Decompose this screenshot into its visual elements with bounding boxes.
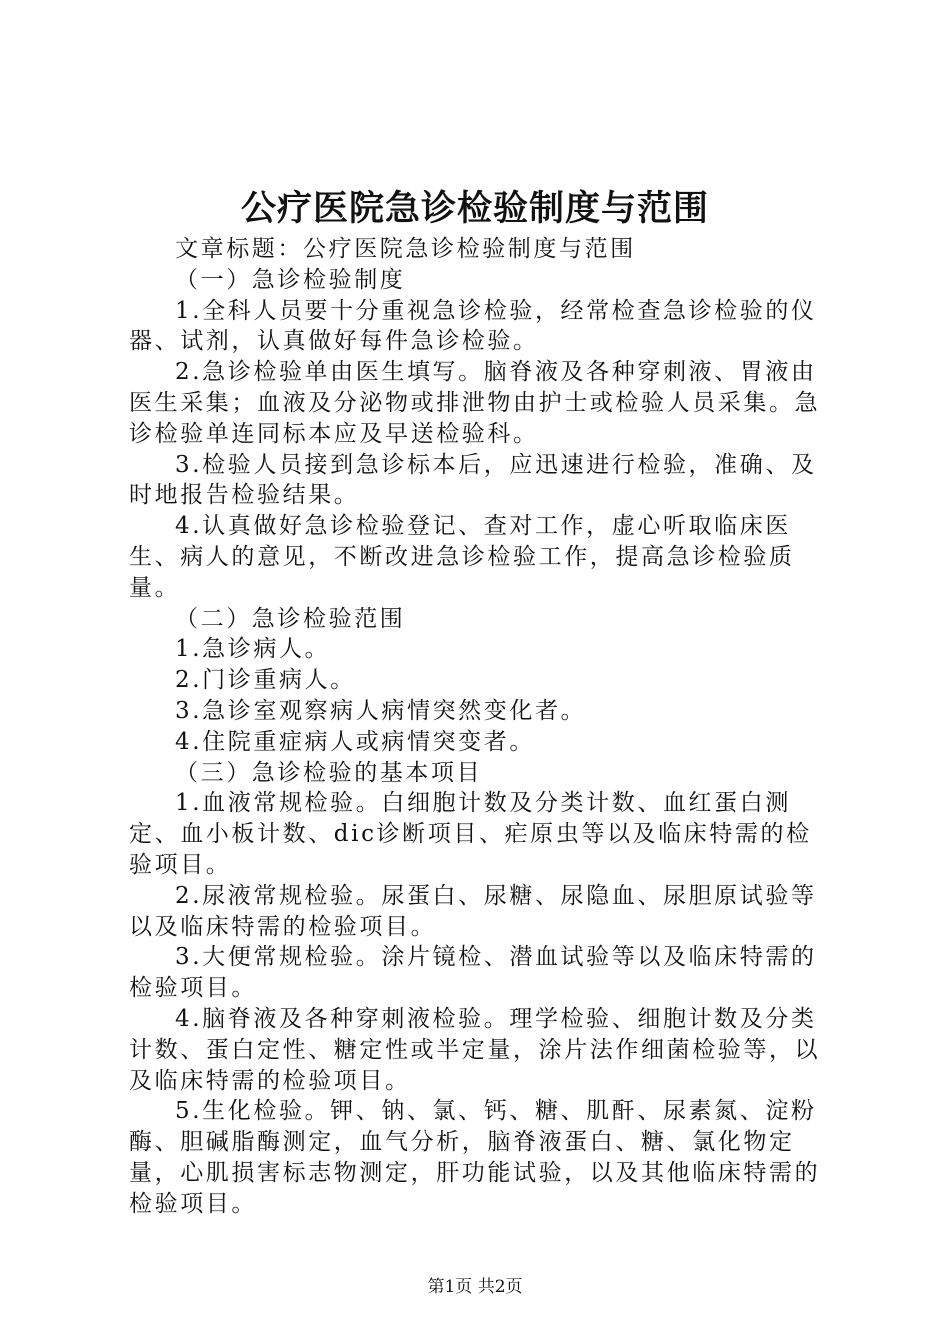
document-body bbox=[129, 234, 829, 1220]
section-heading: （三）急诊检验的基本项目 bbox=[175, 759, 483, 786]
paragraph: 2.尿液常规检验。尿蛋白、尿糖、尿隐血、尿胆原试验等以及临床特需的检验项目。 bbox=[129, 882, 817, 940]
article-title-line: 文章标题：公疗医院急诊检验制度与范围 bbox=[175, 236, 636, 262]
paragraph: 1.全科人员要十分重视急诊检验，经常检查急诊检验的仪器、试剂，认真做好每件急诊检验。 bbox=[129, 297, 817, 355]
document-title: 公疗医院急诊检验制度与范围 bbox=[240, 188, 709, 229]
section-heading: （一）急诊检验制度 bbox=[175, 266, 406, 293]
section-heading: （二）急诊检验范围 bbox=[175, 605, 406, 632]
paragraph: 1.急诊病人。 bbox=[175, 636, 331, 663]
paragraph: 4.住院重症病人或病情突变者。 bbox=[175, 728, 535, 755]
paragraph: 1.血液常规检验。白细胞计数及分类计数、血红蛋白测定、血小板计数、dic诊断项目、疟原虫等以及临床特需的检验项目。 bbox=[129, 790, 812, 878]
paragraph: 4.认真做好急诊检验登记、查对工作，虚心听取临床医生、病人的意见，不断改进急诊检验工作，提高急诊检验质量。 bbox=[129, 513, 795, 601]
paragraph: 5.生化检验。钾、钠、氯、钙、糖、肌酐、尿素氮、淀粉酶、胆碱脂酶测定，血气分析，脑脊液蛋白、糖、氯化物定量，心肌损害标志物测定，肝功能试验，以及其他临床特需的检验项目。 bbox=[129, 1098, 821, 1217]
paragraph: 3.检验人员接到急诊标本后，应迅速进行检验，准确、及时地报告检验结果。 bbox=[129, 451, 817, 509]
paragraph: 2.门诊重病人。 bbox=[175, 667, 356, 694]
paragraph: 3.大便常规检验。涂片镜检、潜血试验等以及临床特需的检验项目。 bbox=[129, 944, 817, 1002]
paragraph: 3.急诊室观察病人病情突然变化者。 bbox=[175, 697, 587, 724]
page-footer: 第1页 共2页 bbox=[427, 1277, 523, 1297]
paragraph: 4.脑脊液及各种穿刺液检验。理学检验、细胞计数及分类计数、蛋白定性、糖定性或半定量，涂片法作细菌检验等，以及临床特需的检验项目。 bbox=[129, 1005, 821, 1094]
paragraph: 2.急诊检验单由医生填写。脑脊液及各种穿刺液、胃液由医生采集；血液及分泌物或排泄物由护士或检验人员采集。急诊检验单连同标本应及早送检验科。 bbox=[129, 359, 821, 447]
